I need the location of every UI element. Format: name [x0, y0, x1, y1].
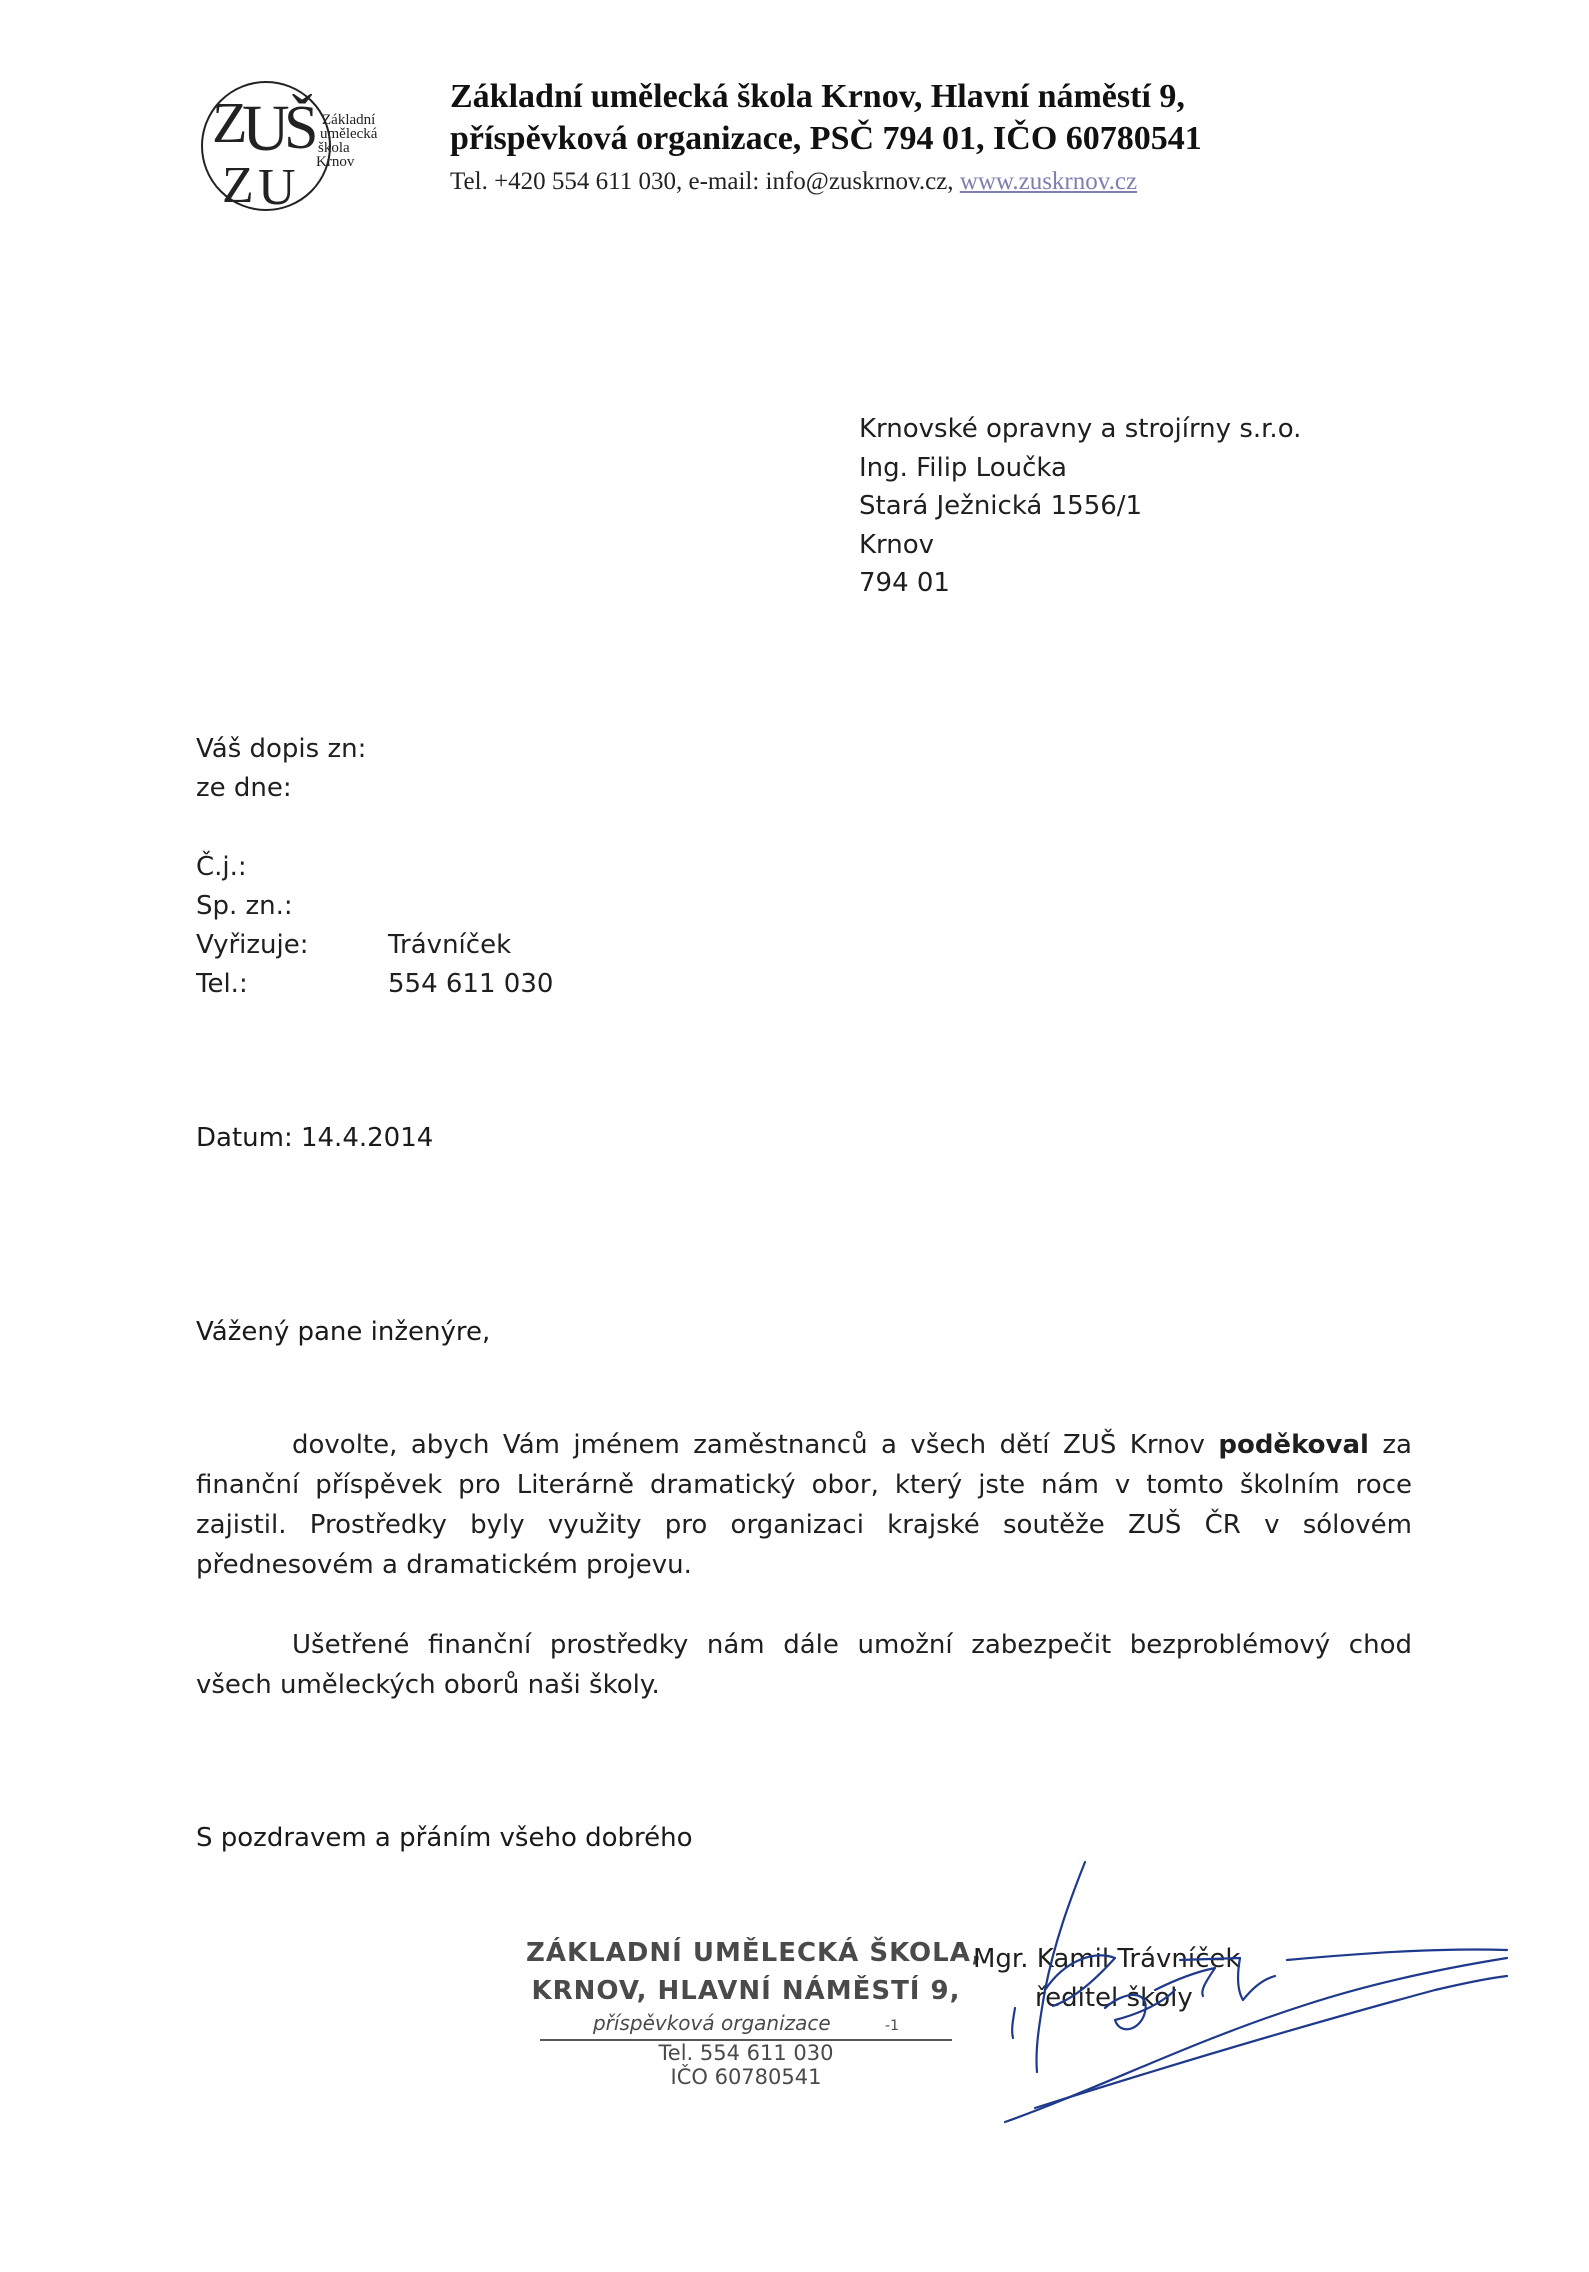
handled-by-label: Vyřizuje: — [196, 930, 309, 960]
recipient-person: Ing. Filip Loučka — [859, 452, 1067, 483]
svg-text:Z: Z — [222, 157, 254, 214]
svg-text:U: U — [258, 159, 296, 214]
your-letter-label: Váš dopis zn: — [196, 734, 367, 764]
stamp-line3-mark: -1 — [885, 2018, 900, 2034]
tel-label: Tel.: — [196, 969, 248, 999]
paragraph-2: Ušetřené finanční prostředky nám dále umožní zabezpečit bezproblémový chod všech uměleckých oborů naši školy. — [196, 1630, 1412, 1700]
letterhead-contact — [450, 162, 1202, 202]
svg-text:Z: Z — [212, 90, 248, 155]
reference-block — [196, 730, 553, 1004]
cj-label: Č.j.: — [196, 852, 247, 882]
letter-body — [196, 1425, 1412, 1705]
handwritten-signature — [975, 1840, 1515, 2130]
sp-row — [196, 887, 553, 926]
signer-name: Mgr. Kamil Trávníček — [973, 1944, 1241, 1974]
svg-text:umělecká: umělecká — [320, 126, 378, 142]
paragraph-1 — [196, 1425, 1412, 1585]
paragraph-1-bold: poděkoval — [1218, 1430, 1369, 1460]
letterhead — [450, 76, 1202, 202]
salutation: Vážený pane inženýre, — [196, 1317, 491, 1347]
your-letter-row — [196, 730, 553, 769]
closing: S pozdravem a přáním všeho dobrého — [196, 1823, 693, 1853]
recipient-company: Krnovské opravny a strojírny s.r.o. — [859, 414, 1302, 444]
tel-row — [196, 965, 553, 1004]
cj-row — [196, 848, 553, 887]
letterhead-line1: Základní umělecká škola Krnov, Hlavní náměstí 9, — [450, 78, 1185, 115]
stamp-line4: Tel. 554 611 030 — [658, 2041, 834, 2065]
stamp-line3 — [540, 2010, 952, 2041]
stamp-line5: IČO 60780541 — [670, 2065, 822, 2089]
recipient-street: Stará Ježnická 1556/1 — [859, 491, 1143, 521]
svg-text:U: U — [242, 92, 290, 165]
letter-date: Datum: 14.4.2014 — [196, 1123, 434, 1153]
signer-title: ředitel školy — [1035, 1983, 1193, 2013]
stamp-line1: ZÁKLADNÍ UMĚLECKÁ ŠKOLA, — [526, 1938, 983, 1968]
recipient-city: Krnov — [859, 529, 935, 560]
svg-text:Krnov: Krnov — [316, 154, 355, 170]
svg-text:Základní: Základní — [322, 112, 376, 128]
handled-by-row — [196, 926, 553, 965]
date-of-label: ze dne: — [196, 773, 292, 803]
contact-text: Tel. +420 554 611 030, e-mail: info@zuskrnov.cz, — [450, 168, 954, 195]
svg-text:škola: škola — [318, 140, 350, 156]
paragraph-1-start: dovolte, abych Vám jménem zaměstnanců a všech dětí ZUŠ Krnov — [292, 1430, 1219, 1460]
handled-by-value: Trávníček — [388, 930, 512, 960]
stamp-line3-text: příspěvková organizace — [592, 2011, 831, 2035]
sp-label: Sp. zn.: — [196, 891, 293, 921]
date-of-row — [196, 769, 553, 808]
school-stamp — [526, 1934, 983, 2089]
school-logo — [198, 78, 418, 214]
tel-value: 554 611 030 — [388, 969, 554, 999]
website-link[interactable]: www.zuskrnov.cz — [959, 168, 1138, 195]
recipient-zip: 794 01 — [859, 568, 950, 598]
stamp-line2: KRNOV, HLAVNÍ NÁMĚSTÍ 9, — [531, 1976, 961, 2006]
paragraph-1-end: za finanční příspěvek pro Literárně dramatický obor, který jste nám v tomto školním roce zajistil. Prostředky byly využity pro organizaci krajské soutěže ZUŠ ČR v sólovém přednesovém a dramatickém projevu. — [196, 1430, 1412, 1580]
svg-text:Š: Š — [284, 94, 319, 162]
letterhead-line2: příspěvková organizace, PSČ 794 01, IČO 60780541 — [450, 120, 1202, 157]
recipient-address — [859, 410, 1301, 603]
